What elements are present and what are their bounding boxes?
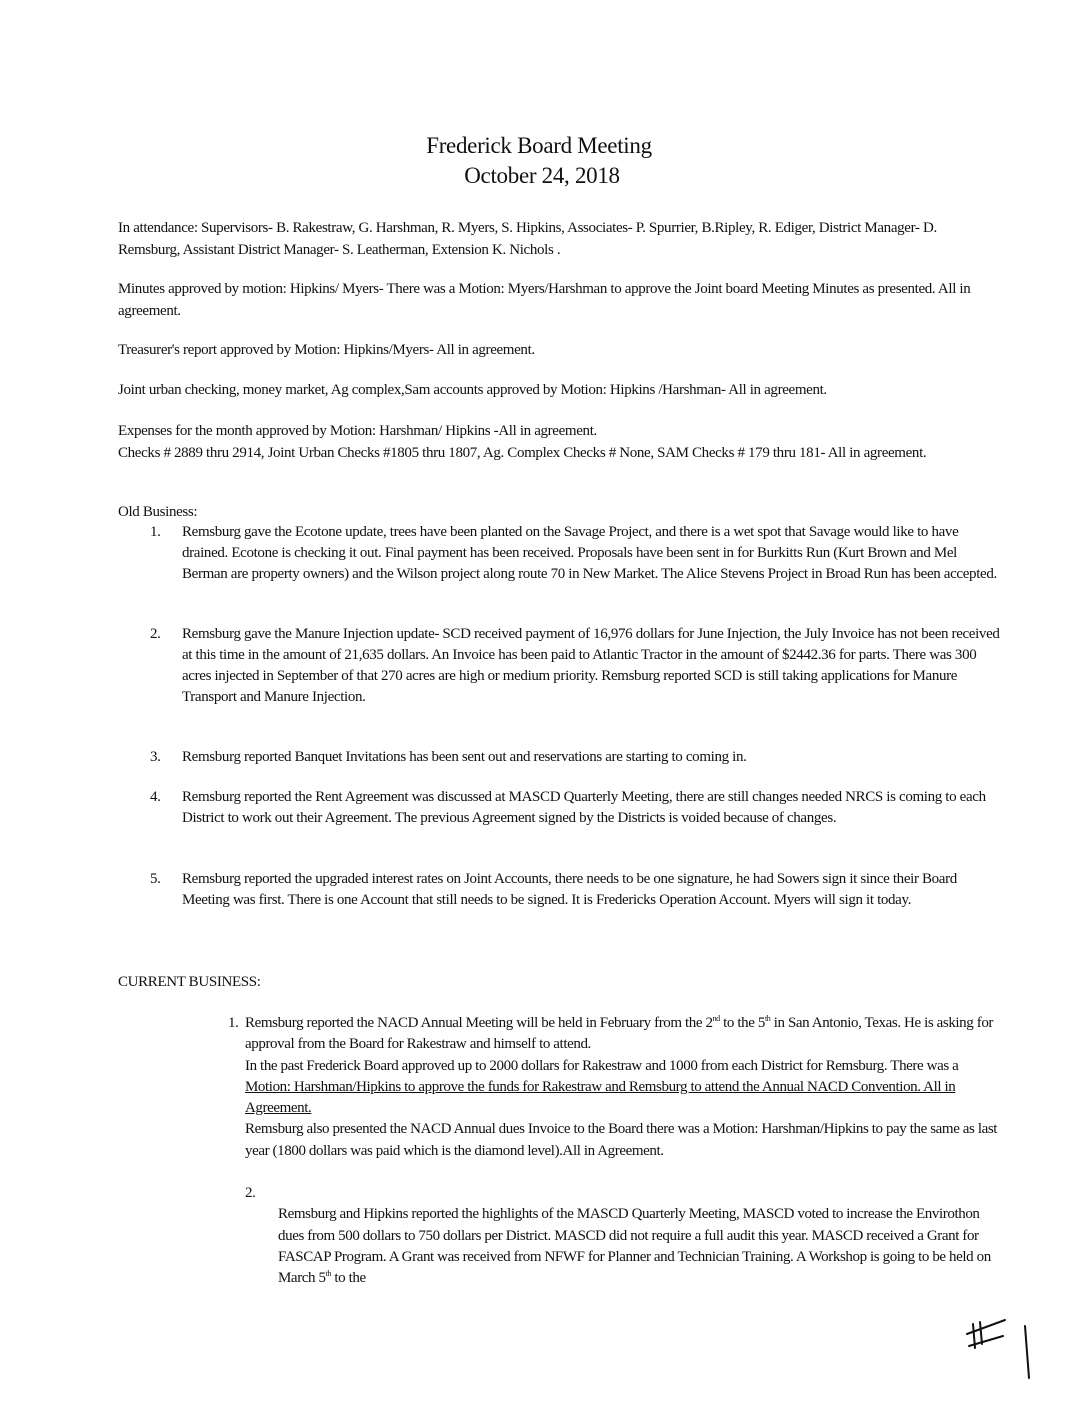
text-run: Remsburg and Hipkins reported the highlights of the MASCD Quarterly Meeting, MASCD voted to increase the Envirothon dues from 500 dollars to 750 dollars per District. MASCD did not require a full audit this year. MASCD received a Grant for FASCAP Program. A Grant was received from NFWF for Planner and Technician Training. A Workshop is going to be held on March 5 xyxy=(278,1206,991,1287)
old-business-item-5 xyxy=(150,869,1000,911)
joint-urban-paragraph: Joint urban checking, money market, Ag complex,Sam accounts approved by Motion: Hipkins /Harshman- All in agreement. xyxy=(118,382,827,398)
item-text xyxy=(245,1013,1003,1162)
text-run: to the xyxy=(331,1270,366,1287)
item-number: 3. xyxy=(150,749,161,765)
expenses-line-2: Checks # 2889 thru 2914, Joint Urban Checks #1805 thru 1807, Ag. Complex Checks # None, SAM Checks # 179 thru 181- All in agreement. xyxy=(118,444,927,461)
meeting-date: October 24, 2018 xyxy=(464,163,620,188)
funds-paragraph xyxy=(245,1056,1003,1120)
current-business-heading: CURRENT BUSINESS: xyxy=(118,974,261,990)
item-text: Remsburg reported the Rent Agreement was discussed at MASCD Quarterly Meeting, there are still changes needed NRCS is coming to each District to work out their Agreement. The previous Agreement signed by the Districts is voided because of changes. xyxy=(182,789,986,826)
item-number: 2. xyxy=(245,1185,256,1201)
handwritten-page-mark-icon xyxy=(965,1318,1035,1388)
old-business-item-3 xyxy=(150,747,1000,768)
treasurer-paragraph: Treasurer's report approved by Motion: Hipkins/Myers- All in agreement. xyxy=(118,342,535,358)
current-business-item-1 xyxy=(228,1013,1003,1162)
old-business-item-1 xyxy=(150,522,1000,585)
expenses-paragraph xyxy=(118,421,998,464)
dues-paragraph: Remsburg also presented the NACD Annual dues Invoice to the Board there was a Motion: Harshman/Hipkins to pay the same as last year (1800 dollars was paid which is the diamond level).All in Agreement. xyxy=(245,1121,998,1159)
item-number: 1. xyxy=(150,524,161,540)
text-run: In the past Frederick Board approved up to 2000 dollars for Rakestraw and 1000 from each District for Remsburg. There was a xyxy=(245,1057,959,1074)
text-run: Remsburg reported the NACD Annual Meeting will be held in February from the 2 xyxy=(245,1015,713,1031)
text-run: to the 5 xyxy=(719,1015,765,1031)
minutes-paragraph: Minutes approved by motion: Hipkins/ Myers- There was a Motion: Myers/Harshman to approve the Joint board Meeting Minutes as presented. All in agreement. xyxy=(118,281,971,319)
text-run: in San Antonio, Texas. He is asking for approval from the Board for Rakestraw and himself to attend. xyxy=(245,1015,994,1053)
item-number: 5. xyxy=(150,871,161,887)
item-text: Remsburg gave the Ecotone update, trees have been planted on the Savage Project, and there is a wet spot that Savage would like to have drained. Ecotone is checking it out. Final payment has been received. Proposals have been sent in for Burkitts Run (Kurt Brown and Mel Berman are property owners) and the Wilson project along route 70 in New Market. The Alice Stevens Project in Broad Run has been accepted. xyxy=(182,524,997,582)
ordinal-suffix: th xyxy=(764,1014,771,1023)
underlined-motion: Motion: Harshman/Hipkins to approve the funds for Rakestraw and Remsburg to attend the Annual NACD Convention. All in Agreement. xyxy=(245,1078,956,1117)
item-text: Remsburg gave the Manure Injection update- SCD received payment of 16,976 dollars for June Injection, the July Invoice has not been received at this time in the amount of 21,635 dollars. An Invoice has been paid to Atlantic Tractor in the amount of $2442.36 for parts. There was 300 acres injected in September of that 270 acres are high or medium priority. Remsburg reported SCD is still taking applications for Manure Transport and Manure Injection. xyxy=(182,626,1000,705)
ordinal-suffix: nd xyxy=(712,1014,720,1023)
item-number: 1. xyxy=(228,1015,239,1031)
item-number: 4. xyxy=(150,789,161,805)
old-business-heading: Old Business: xyxy=(118,504,198,520)
item-text: Remsburg reported the upgraded interest rates on Joint Accounts, there needs to be one signature, he had Sowers sign it since their Board Meeting was first. There is one Account that still needs to be signed. It is Fredericks Operation Account. Myers will sign it today. xyxy=(182,871,957,908)
current-business-item-2 xyxy=(245,1183,995,1289)
old-business-item-4 xyxy=(150,787,1000,829)
item-text xyxy=(278,1204,995,1289)
old-business-item-2 xyxy=(150,624,1000,708)
item-number: 2. xyxy=(150,626,161,642)
expenses-line-1: Expenses for the month approved by Motion: Harshman/ Hipkins -All in agreement. xyxy=(118,423,597,439)
item-text: Remsburg reported Banquet Invitations has been sent out and reservations are starting to coming in. xyxy=(182,749,747,765)
attendance-paragraph: In attendance: Supervisors- B. Rakestraw, G. Harshman, R. Myers, S. Hipkins, Associates- P. Spurrier, B.Ripley, R. Ediger, District Manager- D. Remsburg, Assistant District Manager- S. Leatherman, Extension K. Nichols . xyxy=(118,220,937,258)
nacd-meeting-paragraph xyxy=(245,1013,1003,1056)
ordinal-suffix: th xyxy=(325,1269,332,1279)
document-title: Frederick Board Meeting xyxy=(426,133,652,158)
